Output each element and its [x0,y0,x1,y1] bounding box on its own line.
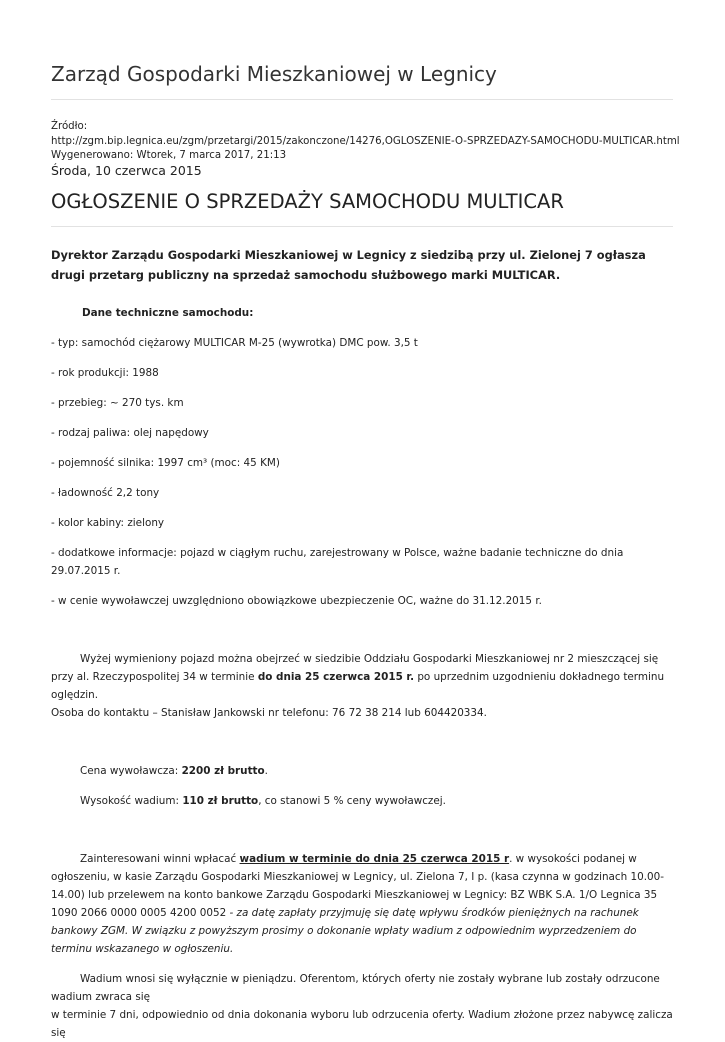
article-body [51,245,673,1042]
generated-timestamp: Wygenerowano: Wtorek, 7 marca 2017, 21:13 [51,150,287,161]
source-url[interactable]: http://zgm.bip.legnica.eu/zgm/przetargi/2015/zakonczone/14276,OGLOSZENIE-O-SPRZEDAZY-SAMOCHODU-MULTICAR.html [51,135,680,147]
tech-list [51,334,673,610]
payment-text: Zainteresowani winni wpłacać [80,853,240,865]
deposit-end: , co stanowi 5 % ceny wywoławczej. [258,795,446,807]
tech-item: - w cenie wywoławczej uwzględniono obowiązkowe ubezpieczenie OC, ważne do 31.12.2015 r. [51,595,542,607]
tech-heading: Dane techniczne samochodu: [82,307,254,319]
publication-date: Środa, 10 czerwca 2015 [51,163,202,178]
tech-item: - rok produkcji: 1988 [51,367,159,379]
inspection-text: Wyżej wymieniony pojazd można obejrzeć w siedzibie Oddziału Gospodarki Mieszkaniowej nr 2 mieszczącej się przy al. Rzeczypospolitej 34 w terminie [51,653,659,683]
deposit-line [51,792,673,810]
tech-item: - typ: samochód ciężarowy MULTICAR M-25 (wywrotka) DMC pow. 3,5 t [51,337,418,349]
inspection-text-end: po uprzednim uzgodnieniu dokładnego terminu oględzin. [51,671,665,701]
tech-item: - kolor kabiny: zielony [51,517,165,529]
tech-item: - pojemność silnika: 1997 cm³ (moc: 45 KM) [51,457,280,469]
payment-deadline: wadium w terminie do dnia 25 czerwca 2015 r [239,853,510,865]
price-line [51,762,673,780]
tech-item: - dodatkowe informacje: pojazd w ciągłym ruchu, zarejestrowany w Polsce, ważne badanie techniczne do dnia 29.07.2015 r. [51,547,624,577]
source-label: Źródło: [51,121,88,132]
tech-item: - rodzaj paliwa: olej napędowy [51,427,209,439]
contact-line: Osoba do kontaktu – Stanisław Jankowski nr telefonu: 76 72 38 214 lub 604420334. [51,707,487,719]
tech-item: - przebieg: ~ 270 tys. km [51,397,184,409]
payment-note: - za datę zapłaty przyjmuję się datę wpływu środków pieniężnych na rachunek bankowy ZGM. W związku z powyższym prosimy o dokonanie wpłaty wadium z odpowiednim wyprzedzeniem do terminu wskazanego w ogłoszeniu. [51,907,639,955]
intro-paragraph: Dyrektor Zarządu Gospodarki Mieszkaniowej w Legnicy z siedzibą przy ul. Zielonej 7 ogłasza drugi przetarg publiczny na sprzedaż samochodu służbowego marki MULTICAR. [51,248,646,282]
inspection-paragraph [51,650,673,704]
refund-paragraph-continued: w terminie 7 dni, odpowiednio od dnia dokonania wyboru lub odrzucenia oferty. Wadium złożone przez nabywcę zalicza się [51,1009,673,1039]
deposit-label: Wysokość wadium: [80,795,183,807]
inspection-deadline: do dnia 25 czerwca 2015 r. [257,671,415,683]
document-title: OGŁOSZENIE O SPRZEDAŻY SAMOCHODU MULTICAR [51,190,564,213]
price-label: Cena wywoławcza: [80,765,182,777]
site-title: Zarząd Gospodarki Mieszkaniowej w Legnicy [51,62,497,86]
title-divider [51,226,673,227]
deposit-value: 110 zł brutto [182,795,259,807]
price-value: 2200 zł brutto [181,765,265,777]
price-end: . [264,765,268,777]
payment-paragraph [51,850,673,958]
header-divider [51,99,673,100]
source-meta [51,120,691,164]
payment-details: . w wysokości podanej w ogłoszeniu, w kasie Zarządu Gospodarki Mieszkaniowej w Legnicy, ul. Zielona 7, I p. (kasa czynna w godzinach 10.00-14.00) lub przelewem na konto bankowe Zarządu Gospodarki Mieszkaniowej w Legnicy: BZ WBK S.A. 1/O Legnica 35 1090 2066 0000 0005 4200 0052 [51,853,665,919]
tech-item: - ładowność 2,2 tony [51,487,160,499]
refund-paragraph: Wadium wnosi się wyłącznie w pieniądzu. Oferentom, których oferty nie zostały wybrane lub zostały odrzucone wadium zwraca się [51,973,660,1003]
